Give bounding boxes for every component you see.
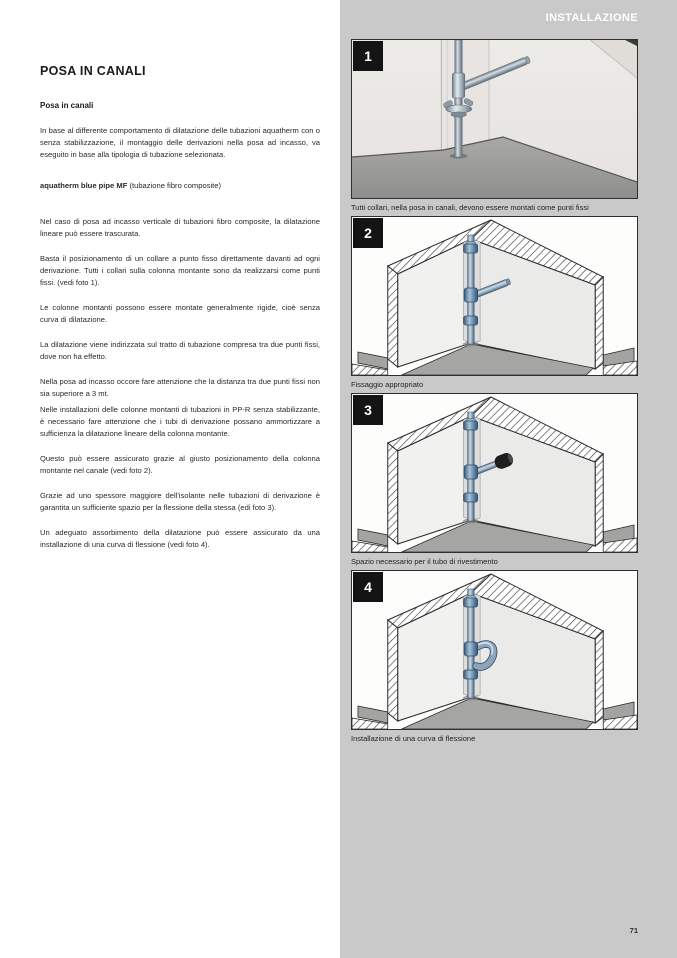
- figure-caption: Spazio necessario per il tubo di rivestimento: [351, 557, 498, 566]
- corner-room-illustration: [352, 217, 637, 375]
- product-line: [40, 180, 320, 192]
- paragraph: Grazie ad uno spessore maggiore dell'isolante nelle tubazioni di derivazione è garantita un sufficiente spazio per la flessione della stessa (edi foto 3).: [40, 491, 320, 512]
- figure-caption: Tutti collari, nella posa in canali, devono essere montati come punti fissi: [351, 203, 589, 212]
- paragraph: Nelle installazioni delle colonne montanti di tubazioni in PP-R senza stabilizzante, è necessario fare attenzione che i tubi di derivazione possano ammortizzare a sufficienza la dilatazione lineare della colonna montante.: [40, 405, 320, 438]
- paragraph: Nella posa ad incasso occore fare attenzione che la distanza tra due punti fissi non sia superiore a 3 mt.: [40, 377, 320, 398]
- figure-image: [351, 216, 638, 376]
- paragraph: Questo può essere assicurato grazie al giusto posizionamento della colonna montante nel canale (vedi foto 2).: [40, 454, 320, 475]
- figure-number-badge: 3: [353, 395, 383, 425]
- corner-room-illustration: [352, 571, 637, 729]
- figure-caption: Installazione di una curva di flessione: [351, 734, 476, 743]
- paragraph: Nel caso di posa ad incasso verticale di tubazioni fibro composite, la dilatazione lineare può essere trascurata.: [40, 217, 320, 238]
- paragraph: Le colonne montanti possono essere montate generalmente rigide, cioè senza curva di dilatazione.: [40, 303, 320, 324]
- corner-room-illustration: [352, 394, 637, 552]
- pipe-photo-illustration: [352, 40, 637, 198]
- figure-caption: Fissaggio appropriato: [351, 380, 424, 389]
- figure-1: [351, 39, 638, 213]
- paragraph-intro: In base al differente comportamento di dilatazione delle tubazioni aquatherm con o senza stabilizzazione, il montaggio delle derivazioni nella posa ad incasso, va eseguito in base alla tipologia di tubazione selezionata.: [40, 126, 320, 159]
- figure-list: [351, 39, 638, 747]
- article-column: [40, 64, 320, 564]
- paragraph: La dilatazione viene indirizzata sul tratto di tubazione compresa tra due punti fissi, dove non ha effetto.: [40, 340, 320, 361]
- page-title: POSA IN CANALI: [40, 64, 146, 78]
- figure-panel: [340, 0, 677, 958]
- figure-image: [351, 570, 638, 730]
- figure-number-badge: 1: [353, 41, 383, 71]
- figure-number-badge: 4: [353, 572, 383, 602]
- figure-number-badge: 2: [353, 218, 383, 248]
- product-name: aquatherm blue pipe MF: [40, 181, 128, 190]
- paragraph: Un adeguato assorbimento della dilatazione può essere assicurato da una installazione di una curva di flessione (vedi foto 4).: [40, 528, 320, 549]
- figure-image: [351, 39, 638, 199]
- figure-image: [351, 393, 638, 553]
- figure-3: [351, 393, 638, 567]
- chapter-header: INSTALLAZIONE: [545, 12, 638, 24]
- page-number: 71: [629, 926, 638, 935]
- product-note: (tubazione fibro composite): [127, 181, 222, 190]
- paragraph: Basta il posizionamento di un collare a punto fisso direttamente davanti ad ogni derivazione. Tutti i collari sulla colonna montante sono da realizzarsi come punti fissi. (vedi foto 1).: [40, 254, 320, 287]
- section-subtitle: Posa in canali: [40, 101, 94, 110]
- figure-4: [351, 570, 638, 744]
- figure-2: [351, 216, 638, 390]
